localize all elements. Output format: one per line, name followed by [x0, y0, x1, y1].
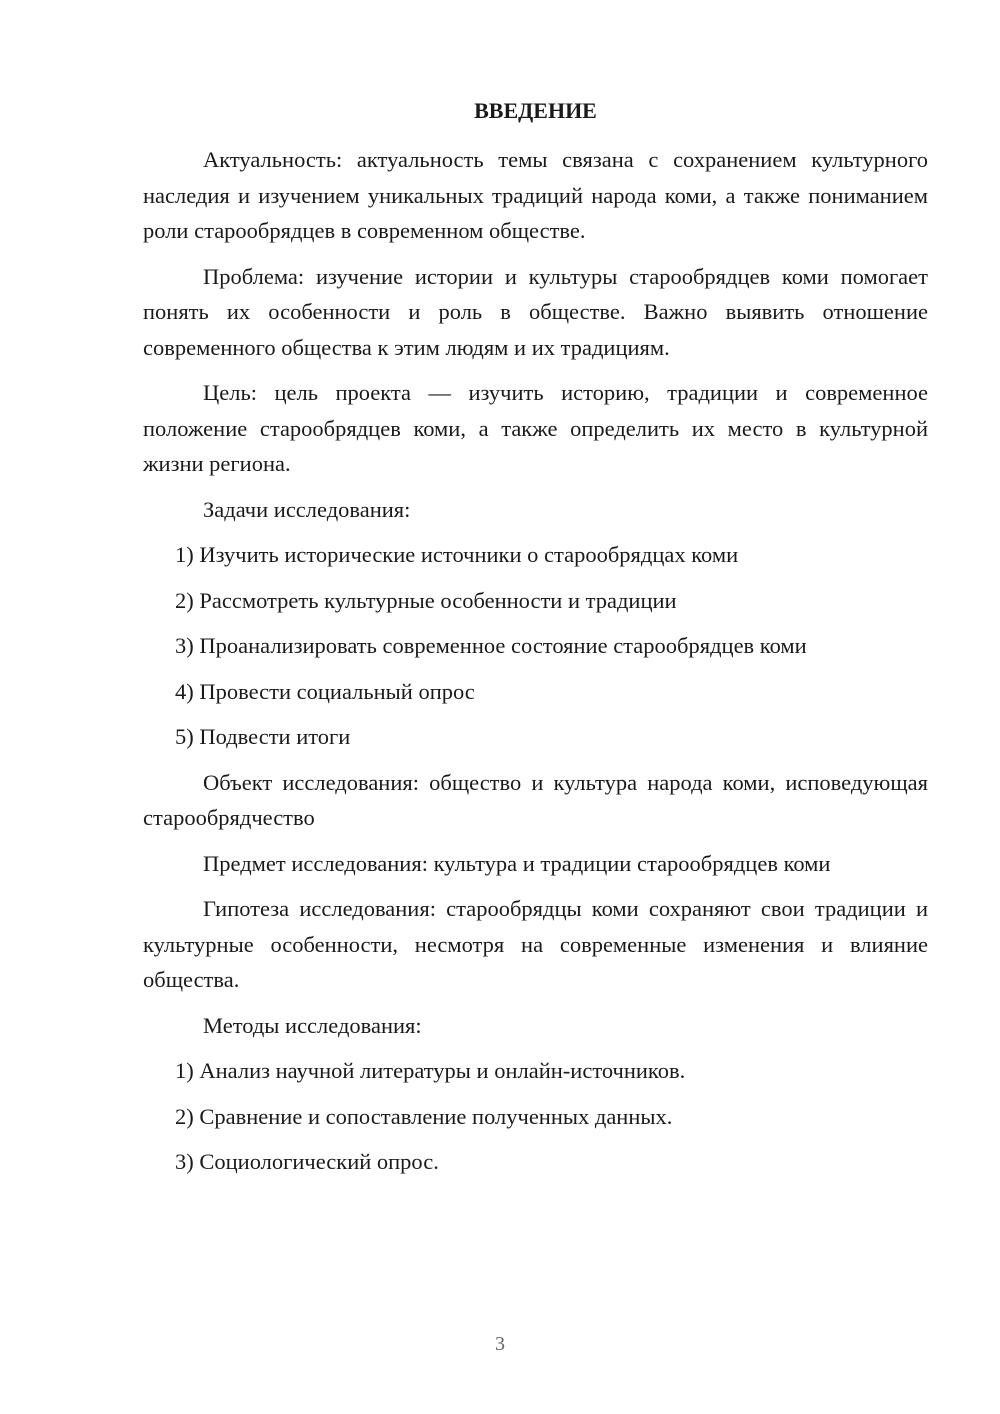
page-title: ВВЕДЕНИЕ — [474, 98, 597, 123]
relevance-paragraph: Актуальность: актуальность темы связана с сохранением культурного наследия и изучением уникальных традиций народа коми, а также пониманием роли старообрядцев в современном обществе. — [143, 147, 928, 243]
object-paragraph: Объект исследования: общество и культура народа коми, исповедующая старообрядчество — [143, 769, 928, 830]
list-item: 5) Подвести итоги — [175, 724, 351, 749]
list-item: 1) Анализ научной литературы и онлайн-источников. — [175, 1058, 686, 1083]
hypothesis-paragraph: Гипотеза исследования: старообрядцы коми сохраняют свои традиции и культурные особенности, несмотря на современные изменения и влияние общества. — [143, 896, 928, 992]
page-number: 3 — [495, 1333, 505, 1355]
goal-paragraph: Цель: цель проекта — изучить историю, традиции и современное положение старообрядцев коми, а также определить их место в культурной жизни региона. — [143, 380, 928, 476]
tasks-list — [143, 537, 928, 755]
methods-heading: Методы исследования: — [203, 1012, 422, 1038]
tasks-heading: Задачи исследования: — [203, 496, 411, 522]
document-page — [143, 96, 928, 1190]
problem-paragraph: Проблема: изучение истории и культуры старообрядцев коми помогает понять их особенности и роль в обществе. Важно выявить отношение современного общества к этим людям и их традициям. — [143, 263, 928, 360]
list-item: 4) Провести социальный опрос — [175, 678, 475, 704]
list-item: 3) Социологический опрос. — [175, 1149, 439, 1174]
list-item: 2) Сравнение и сопоставление полученных данных. — [175, 1103, 673, 1129]
list-item: 3) Проанализировать современное состояние старообрядцев коми — [175, 633, 807, 658]
list-item: 2) Рассмотреть культурные особенности и традиции — [175, 587, 677, 613]
list-item: 1) Изучить исторические источники о старообрядцах коми — [175, 542, 739, 567]
subject-paragraph: Предмет исследования: культура и традиции старообрядцев коми — [203, 850, 831, 876]
methods-list — [143, 1053, 928, 1180]
